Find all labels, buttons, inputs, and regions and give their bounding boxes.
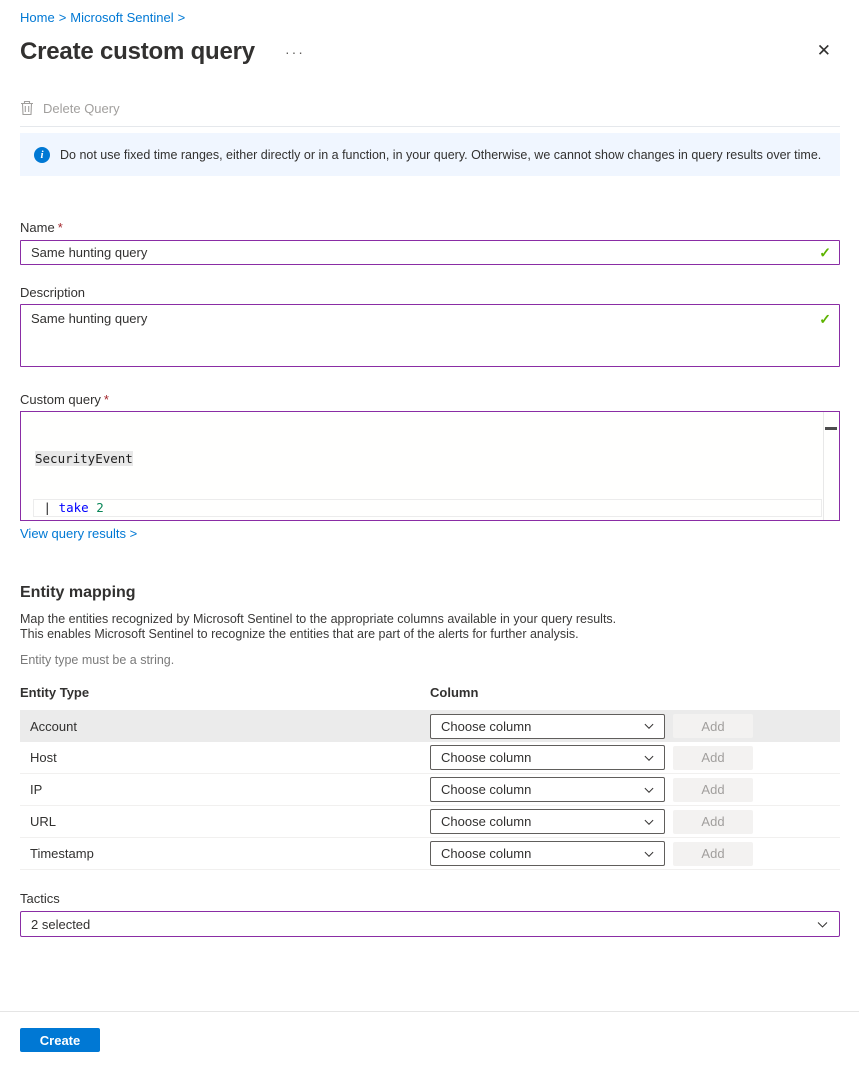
column-dropdown-timestamp[interactable] [430,841,665,866]
dropdown-value: Choose column [441,846,532,861]
code-token-table: SecurityEvent [35,451,133,466]
chevron-down-icon [816,918,829,931]
view-query-results-link[interactable]: View query results > [20,526,138,541]
entity-name: Account [30,718,77,734]
page-title: Create custom query [20,38,255,65]
tactics-value: 2 selected [31,916,91,932]
description-label: Description [20,285,86,300]
entity-name: Host [30,750,57,765]
breadcrumb [20,0,840,25]
dropdown-value: Choose column [441,718,532,734]
toolbar-divider [20,126,840,127]
add-button-url[interactable]: Add [673,810,753,834]
info-banner-text: Do not use fixed time ranges, either directly or in a function, in your query. Otherwise, we cannot show changes in query results over time. [60,147,822,162]
required-marker: * [57,220,63,235]
chevron-down-icon [643,752,655,764]
code-token-keyword: take [58,500,97,515]
add-button-ip[interactable]: Add [673,778,753,802]
entity-type-column-header: Entity Type [20,685,90,700]
custom-query-label-text: Custom query [20,392,101,407]
delete-query-button[interactable] [20,100,120,116]
column-dropdown-account[interactable] [430,714,665,739]
dropdown-value: Choose column [441,750,532,765]
valid-check-icon: ✓ [819,311,831,327]
required-marker: * [103,392,109,407]
code-lines [21,412,839,521]
table-row-ip [20,774,840,806]
code-line-1 [35,451,839,467]
query-code-editor[interactable] [20,411,840,521]
code-token-pipe: | [36,500,59,515]
breadcrumb-home-link[interactable]: Home [20,10,55,25]
info-icon: i [34,147,50,163]
breadcrumb-separator: > [177,10,186,25]
add-button-host[interactable]: Add [673,746,753,770]
table-row-host [20,742,840,774]
description-input-wrap [20,304,840,372]
entity-name: IP [30,782,43,797]
column-dropdown-url[interactable] [430,809,665,834]
valid-check-icon: ✓ [819,244,831,260]
code-line-2 [33,499,822,517]
table-row-timestamp [20,838,840,870]
entity-type-note: Entity type must be a string. [20,653,175,667]
entity-mapping-description [20,612,840,642]
entity-name: Timestamp [30,846,94,861]
column-column-header: Column [430,685,479,700]
entity-name: URL [30,814,57,829]
column-dropdown-ip[interactable] [430,777,665,802]
add-button-account[interactable]: Add [673,714,753,738]
command-bar [20,97,840,119]
column-dropdown-host[interactable] [430,745,665,770]
more-options-button[interactable]: ··· [284,44,305,60]
add-button-timestamp[interactable]: Add [673,842,753,866]
chevron-down-icon [643,720,655,732]
table-row-account [20,710,840,742]
close-icon[interactable]: ✕ [816,41,831,60]
info-banner [20,133,840,176]
create-button[interactable]: Create [20,1028,100,1052]
dropdown-value: Choose column [441,814,532,829]
delete-query-label: Delete Query [43,100,120,116]
tactics-label: Tactics [20,891,60,906]
name-label [20,220,840,235]
tactics-dropdown[interactable] [20,911,840,937]
chevron-down-icon [643,816,655,828]
entity-table-header [20,685,840,700]
chevron-down-icon [643,848,655,860]
breadcrumb-sentinel-link[interactable]: Microsoft Sentinel [70,10,174,25]
breadcrumb-separator: > [58,10,67,25]
entity-mapping-rows [20,710,840,870]
title-bar [20,38,840,66]
footer-divider [0,1011,859,1012]
editor-minimap[interactable] [823,412,839,520]
minimap-mark [825,427,837,430]
description-input[interactable] [20,304,840,367]
trash-icon [20,100,34,116]
name-label-text: Name [20,220,55,235]
name-input[interactable] [20,240,840,265]
entity-mapping-desc-line1: Map the entities recognized by Microsoft Sentinel to the appropriate columns available in your query results. [20,612,617,626]
code-token-number: 2 [96,500,104,515]
custom-query-label [20,392,840,407]
name-input-wrap [20,240,840,265]
entity-mapping-heading: Entity mapping [20,584,136,601]
entity-mapping-desc-line2: This enables Microsoft Sentinel to recognize the entities that are part of the alerts for further analysis. [20,627,579,641]
chevron-down-icon [643,784,655,796]
dropdown-value: Choose column [441,782,532,797]
table-row-url [20,806,840,838]
